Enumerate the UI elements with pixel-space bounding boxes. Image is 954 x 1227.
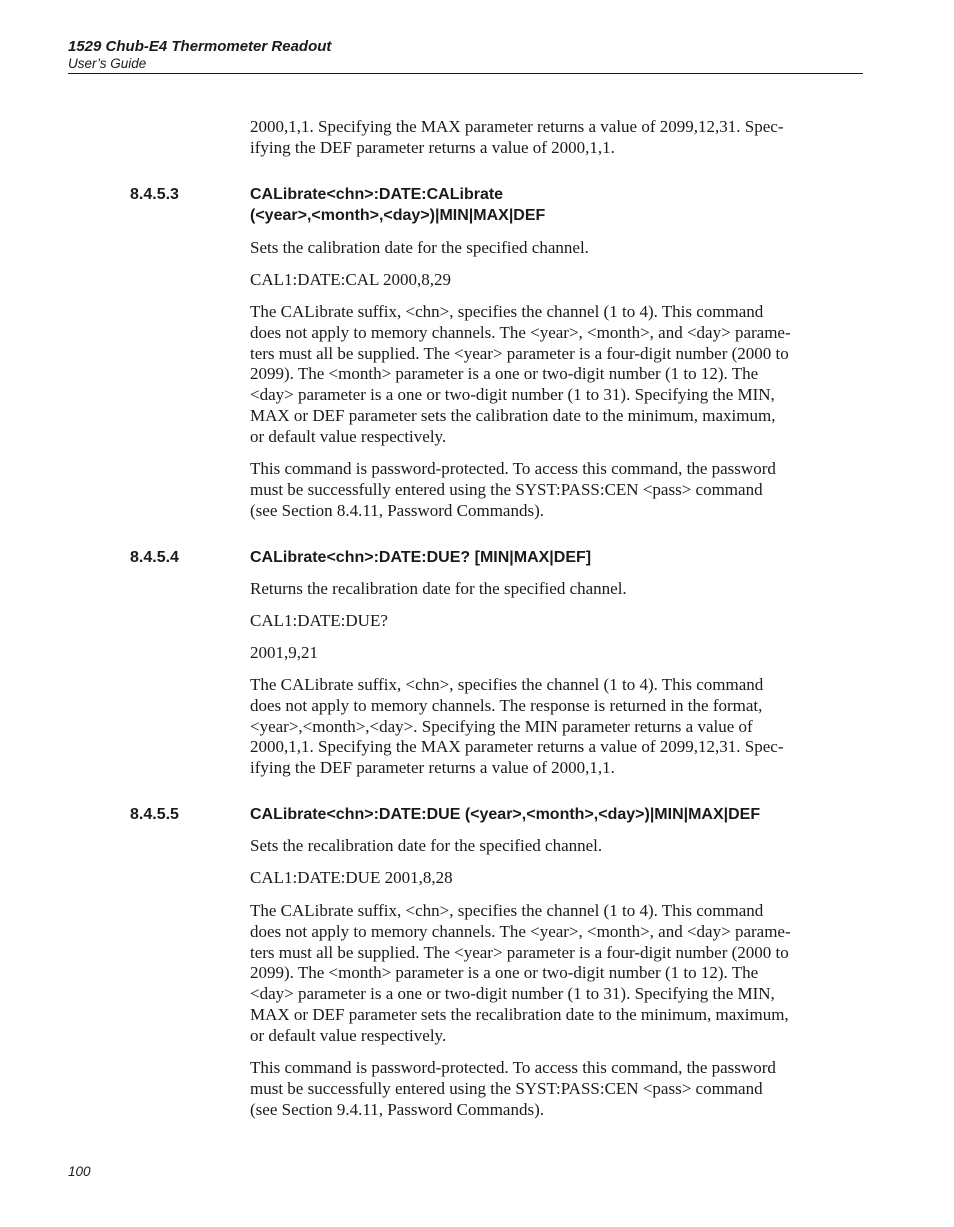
paragraph: This command is password-protected. To access this command, the password must be successfully entered using the SYST:PASS:CEN <pass> command (see Section 9.4.11, Password Commands). <box>250 1058 776 1119</box>
paragraph: Sets the recalibration date for the specified channel. <box>250 836 603 855</box>
command-example: CAL1:DATE:CAL 2000,8,29 <box>250 270 452 289</box>
paragraph: This command is password-protected. To access this command, the password must be successfully entered using the SYST:PASS:CEN <pass> command (see Section 8.4.11, Password Commands). <box>250 459 776 520</box>
continuation-paragraph: 2000,1,1. Specifying the MAX parameter returns a value of 2099,12,31. Spec- ifying the DEF parameter returns a value of 2000,1,1. <box>250 117 784 157</box>
paragraph: The CALibrate suffix, <chn>, specifies the channel (1 to 4). This command does not apply to memory channels. The <year>, <month>, and <day> parame- ters must all be supplied. The <year> parameter is a four-digit number (2000 to 2099). The <month> parameter is a one or two-digit number (1 to 12). The <day> parameter is a one or two-digit number (1 to 31). Specifying the MIN, MAX or DEF parameter sets the recalibration date to the minimum, maximum, or default value respectively. <box>250 901 791 1045</box>
paragraph: Returns the recalibration date for the specified channel. <box>250 579 627 598</box>
header-subtitle: User’s Guide <box>68 56 147 71</box>
command-example: CAL1:DATE:DUE 2001,8,28 <box>250 868 453 887</box>
section-title: CALibrate<chn>:DATE:DUE (<year>,<month>,<day>)|MIN|MAX|DEF <box>250 806 761 823</box>
paragraph: The CALibrate suffix, <chn>, specifies the channel (1 to 4). This command does not apply to memory channels. The response is returned in the format, <year>,<month>,<day>. Specifying the MIN parameter returns a value of 2000,1,1. Specifying the MAX parameter returns a value of 2099,12,31. Spec- ifying the DEF parameter returns a value of 2000,1,1. <box>250 675 784 778</box>
page-number: 100 <box>68 1164 91 1179</box>
command-example: CAL1:DATE:DUE? <box>250 611 388 630</box>
section-number: 8.4.5.4 <box>130 549 179 566</box>
section-title: CALibrate<chn>:DATE:CALibrate (<year>,<month>,<day>)|MIN|MAX|DEF <box>250 186 546 224</box>
response-example: 2001,9,21 <box>250 643 318 662</box>
paragraph: Sets the calibration date for the specified channel. <box>250 238 589 257</box>
paragraph: The CALibrate suffix, <chn>, specifies the channel (1 to 4). This command does not apply to memory channels. The <year>, <month>, and <day> parame- ters must all be supplied. The <year> parameter is a four-digit number (2000 to 2099). The <month> parameter is a one or two-digit number (1 to 12). The <day> parameter is a one or two-digit number (1 to 31). Specifying the MIN, MAX or DEF parameter sets the calibration date to the minimum, maximum, or default value respectively. <box>250 302 791 446</box>
section-number: 8.4.5.5 <box>130 806 179 823</box>
running-header <box>68 38 863 74</box>
header-title: 1529 Chub-E4 Thermometer Readout <box>68 38 332 55</box>
section-number: 8.4.5.3 <box>130 186 179 203</box>
section-title: CALibrate<chn>:DATE:DUE? [MIN|MAX|DEF] <box>250 549 592 566</box>
